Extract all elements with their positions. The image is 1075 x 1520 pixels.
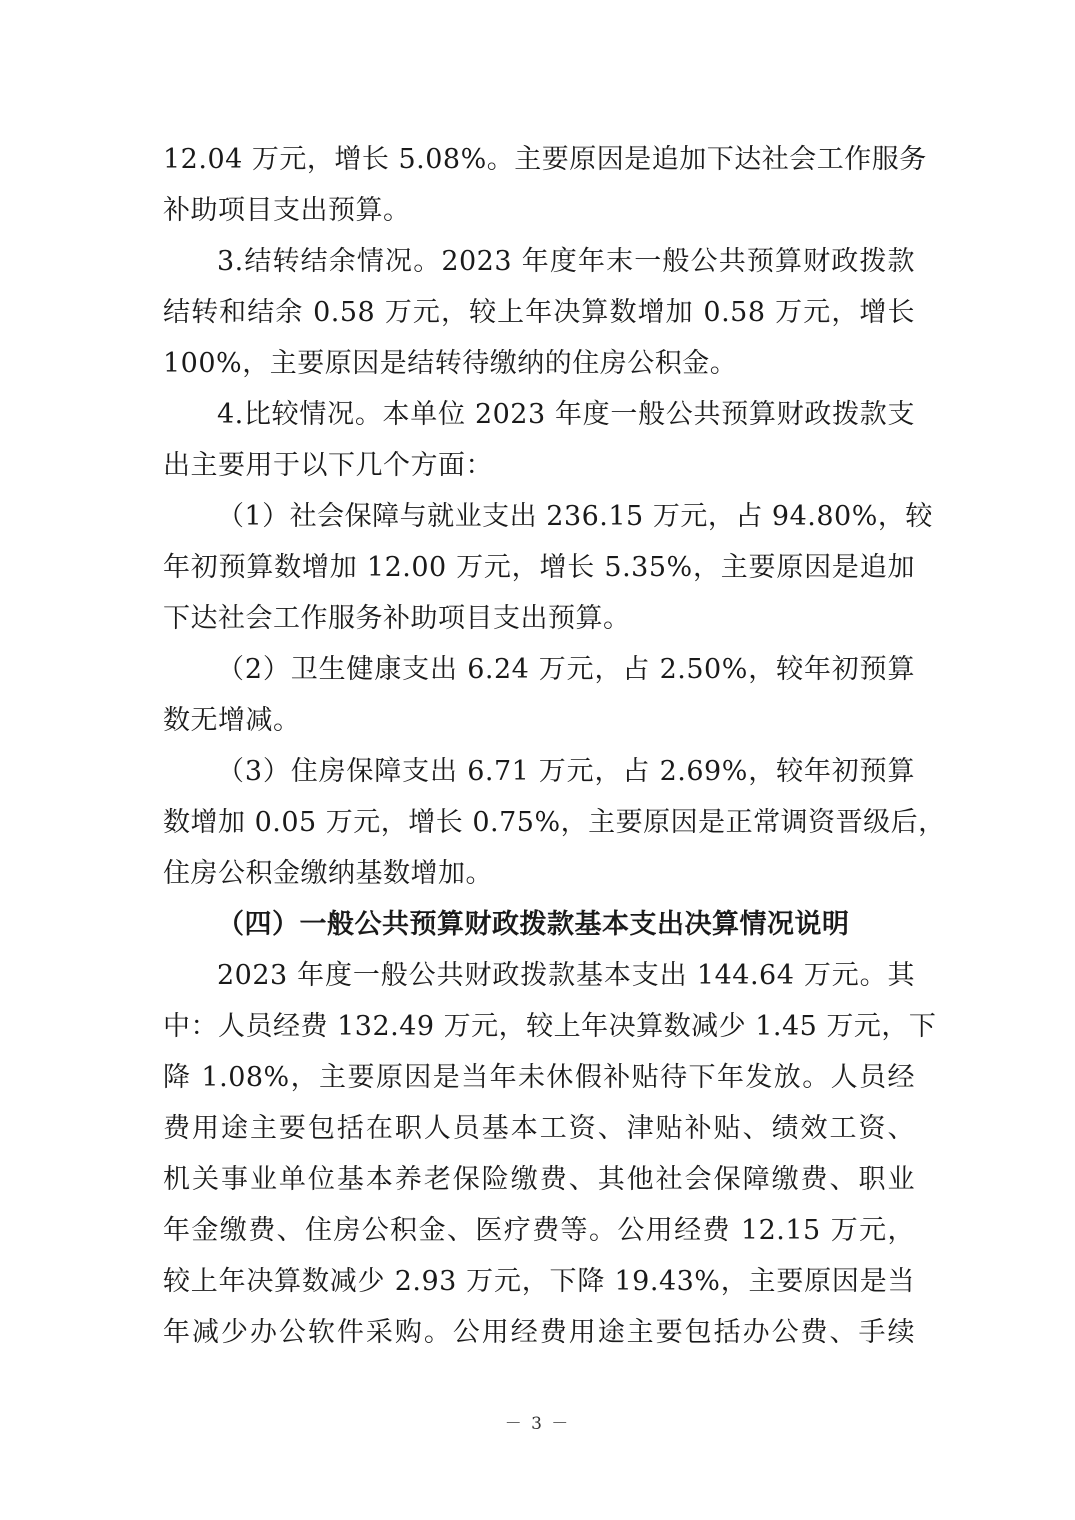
text-line: 下达社会工作服务补助项目支出预算。: [163, 603, 631, 634]
text-line: 出主要用于以下几个方面：: [163, 450, 493, 481]
text-line: 年减少办公软件采购。公用经费用途主要包括办公费、手续: [163, 1317, 915, 1348]
text-line: （2）卫生健康支出 6.24 万元，占 2.50%，较年初预算: [217, 654, 915, 685]
section-heading: （四）一般公共预算财政拨款基本支出决算情况说明: [217, 909, 850, 940]
text-line: 住房公积金缴纳基数增加。: [163, 858, 493, 889]
text-line: 费用途主要包括在职人员基本工资、津贴补贴、绩效工资、: [163, 1113, 915, 1144]
text-line: 数增加 0.05 万元，增长 0.75%，主要原因是正常调资晋级后，: [163, 807, 946, 838]
text-line: （3）住房保障支出 6.71 万元，占 2.69%，较年初预算: [217, 756, 915, 787]
text-line: 中：人员经费 132.49 万元，较上年决算数减少 1.45 万元，下: [163, 1011, 937, 1042]
text-line: 年初预算数增加 12.00 万元，增长 5.35%，主要原因是追加: [163, 552, 915, 583]
text-line: 降 1.08%，主要原因是当年未休假补贴待下年发放。人员经: [163, 1062, 915, 1093]
text-line: 12.04 万元，增长 5.08%。主要原因是追加下达社会工作服务: [163, 144, 927, 175]
text-line: 补助项目支出预算。: [163, 195, 411, 226]
page-number: － 3 －: [504, 1414, 571, 1434]
text-line: 年金缴费、住房公积金、医疗费等。公用经费 12.15 万元，: [163, 1215, 915, 1246]
text-line: 结转和结余 0.58 万元，较上年决算数增加 0.58 万元，增长: [163, 297, 915, 328]
text-line: 4.比较情况。本单位 2023 年度一般公共预算财政拨款支: [217, 399, 915, 430]
text-line: 2023 年度一般公共财政拨款基本支出 144.64 万元。其: [217, 960, 915, 991]
text-line: 数无增减。: [163, 705, 301, 736]
text-line: 较上年决算数减少 2.93 万元，下降 19.43%，主要原因是当: [163, 1266, 915, 1297]
text-line: 机关事业单位基本养老保险缴费、其他社会保障缴费、职业: [163, 1164, 915, 1195]
text-line: 100%，主要原因是结转待缴纳的住房公积金。: [163, 348, 738, 379]
body-text: [163, 134, 946, 1358]
text-line: 3.结转结余情况。2023 年度年末一般公共预算财政拨款: [217, 246, 915, 277]
text-line: （1）社会保障与就业支出 236.15 万元，占 94.80%，较: [217, 501, 933, 532]
